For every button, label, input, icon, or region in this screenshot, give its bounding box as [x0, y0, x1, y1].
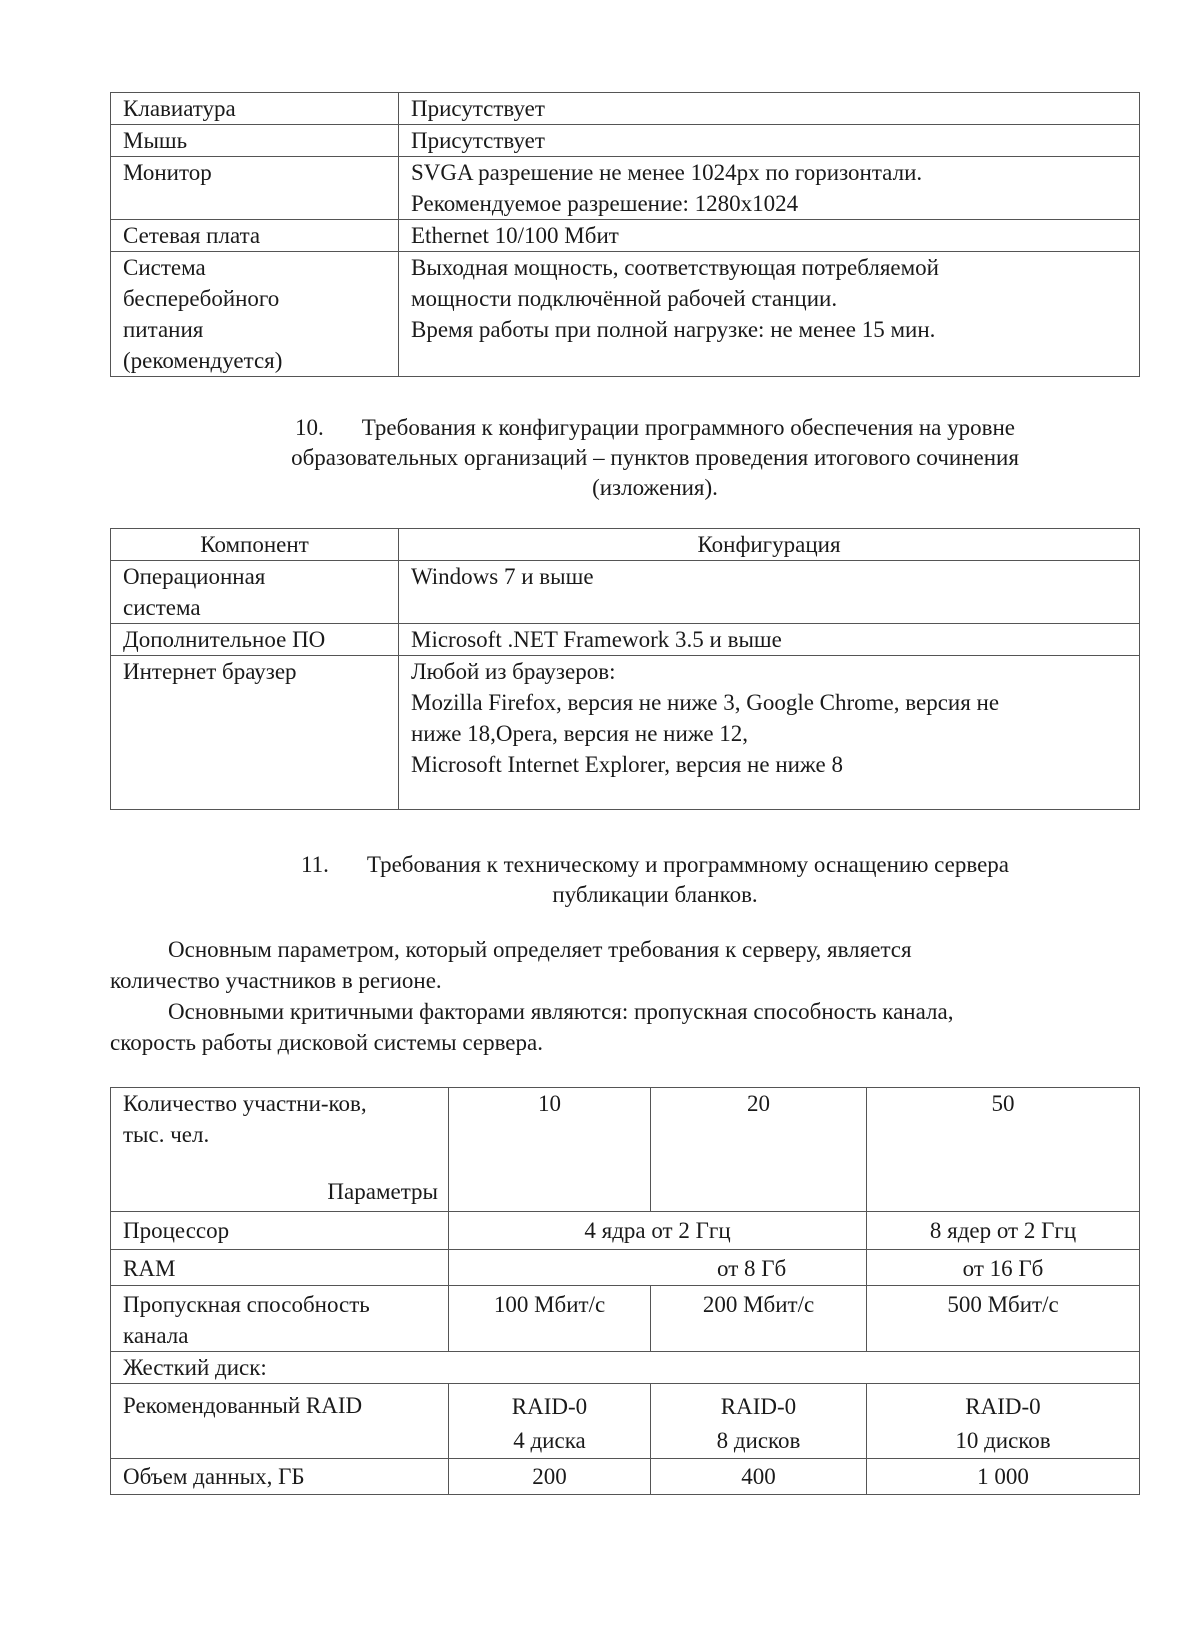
table-row: [111, 1286, 1140, 1352]
component-cell: Дополнительное ПО: [111, 624, 399, 656]
table-row: [111, 624, 1140, 656]
participant-count: 50: [867, 1088, 1140, 1212]
corner-header-cell: Количество участни-ков, тыс. чел. Параметры: [111, 1088, 449, 1212]
ram-value: от 16 Гб: [867, 1250, 1140, 1286]
value-cell: Ethernet 10/100 Мбит: [399, 220, 1140, 252]
component-cell: Мышь: [111, 125, 399, 157]
value-cell: Windows 7 и выше: [399, 561, 1140, 624]
value-cell: Любой из браузеров: Mozilla Firefox, версия не ниже 3, Google Chrome, версия не ниже 18,Opera, версия не ниже 12, Microsoft Internet Explorer, версия не ниже 8: [399, 656, 1140, 810]
table-row: [111, 1352, 1140, 1384]
raid-value: RAID-0 4 диска: [449, 1384, 651, 1459]
section-number: 10.: [295, 415, 324, 440]
table-row: [111, 125, 1140, 157]
table-header-row: [111, 1088, 1140, 1212]
table-row: [111, 1459, 1140, 1495]
value-cell: Присутствует: [399, 125, 1140, 157]
section-number: 11.: [300, 852, 329, 877]
value-cell: SVGA разрешение не менее 1024px по горизонтали. Рекомендуемое разрешение: 1280x1024: [399, 157, 1140, 220]
table-header-row: [111, 529, 1140, 561]
cpu-value: 8 ядер от 2 Ггц: [867, 1212, 1140, 1250]
table-row: [111, 656, 1140, 810]
raid-value: RAID-0 10 дисков: [867, 1384, 1140, 1459]
component-cell: Интернет браузер: [111, 656, 399, 810]
participant-count: 10: [449, 1088, 651, 1212]
parameter-label: Рекомендованный RAID: [111, 1384, 449, 1459]
component-cell: Операционная система: [111, 561, 399, 624]
volume-value: 400: [651, 1459, 867, 1495]
participant-count: 20: [651, 1088, 867, 1212]
table-row: [111, 561, 1140, 624]
component-cell: Система бесперебойного питания (рекомендуется): [111, 252, 399, 377]
volume-value: 1 000: [867, 1459, 1140, 1495]
raid-value: RAID-0 8 дисков: [651, 1384, 867, 1459]
table-row: [111, 157, 1140, 220]
column-header: Конфигурация: [399, 529, 1140, 561]
column-header: Компонент: [111, 529, 399, 561]
server-table: [110, 1087, 1140, 1495]
hardware-table: [110, 92, 1140, 377]
parameter-label: Процессор: [111, 1212, 449, 1250]
volume-value: 200: [449, 1459, 651, 1495]
component-cell: Клавиатура: [111, 93, 399, 125]
bandwidth-value: 200 Мбит/с: [651, 1286, 867, 1352]
component-cell: Сетевая плата: [111, 220, 399, 252]
paragraph: Основными критичными факторами являются: пропускная способность канала, скорость работы дисковой системы сервера.: [110, 999, 954, 1055]
table-row: [111, 93, 1140, 125]
table-row: [111, 1212, 1140, 1250]
value-cell: Выходная мощность, соответствующая потребляемой мощности подключённой рабочей станции. Время работы при полной нагрузке: не менее 15 мин.: [399, 252, 1140, 377]
table-row: [111, 220, 1140, 252]
parameter-label: RAM: [111, 1250, 449, 1286]
cpu-value: 4 ядра от 2 Ггц: [449, 1212, 867, 1250]
disk-section-label: Жесткий диск:: [111, 1352, 1140, 1384]
component-cell: Монитор: [111, 157, 399, 220]
bandwidth-value: 100 Мбит/с: [449, 1286, 651, 1352]
parameter-label: Пропускная способность канала: [111, 1286, 449, 1352]
bandwidth-value: 500 Мбит/с: [867, 1286, 1140, 1352]
value-cell: Microsoft .NET Framework 3.5 и выше: [399, 624, 1140, 656]
ram-value: от 8 Гб: [449, 1250, 867, 1286]
value-cell: Присутствует: [399, 93, 1140, 125]
parameter-label: Объем данных, ГБ: [111, 1459, 449, 1495]
table-row: [111, 1384, 1140, 1459]
section-11-heading: 11. Требования к техническому и программному оснащению сервера публикации бланков.: [300, 852, 1010, 907]
paragraph: Основным параметром, который определяет требования к серверу, является количество участников в регионе.: [110, 937, 912, 993]
table-row: [111, 1250, 1140, 1286]
table-row: [111, 252, 1140, 377]
section-10-heading: 10. Требования к конфигурации программного обеспечения на уровне образовательных организаций – пунктов проведения итогового сочинения (изложения).: [291, 415, 1019, 500]
software-table: [110, 528, 1140, 810]
